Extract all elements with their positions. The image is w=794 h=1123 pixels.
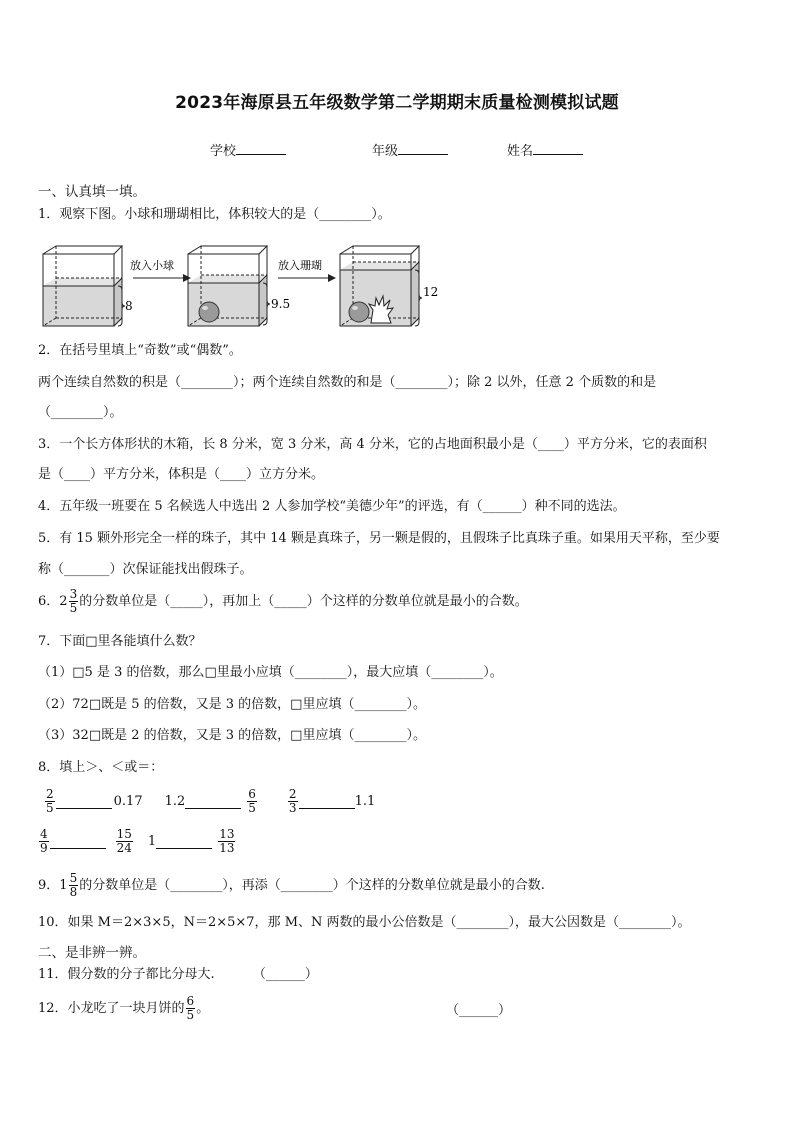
q8-c-blank[interactable] [299, 808, 355, 809]
question-8-row-2 [38, 828, 236, 855]
q8-e-blank[interactable] [156, 848, 212, 849]
q6-whole: 2 [59, 593, 68, 609]
q6-denominator: 5 [69, 601, 78, 615]
question-10: 10．如果 M＝2×3×5，N＝2×5×7，那 M、N 两数的最小公倍数是（________），最大公因数是（________）。 [38, 915, 691, 930]
q12-denominator: 5 [186, 1008, 195, 1022]
q6-numerator: 3 [69, 587, 78, 601]
name-blank[interactable] [533, 142, 583, 155]
q8-b-fraction [247, 788, 257, 815]
question-3-line-1: 3．一个长方体形状的木箱，长 8 分米，宽 3 分米，高 4 分米，它的占地面积最小是（____）平方分米，它的表面积 [38, 437, 707, 452]
arrow-1-label: 放入小球 [130, 259, 174, 272]
grade-blank[interactable] [398, 142, 448, 155]
height-label-1: 8 [125, 299, 133, 313]
question-9 [38, 872, 545, 899]
q8-a-fraction [45, 788, 55, 815]
q6-fraction [69, 588, 79, 615]
q8-b-numerator: 6 [248, 787, 256, 801]
q8-a-right: 0.17 [113, 794, 143, 809]
name-field [507, 140, 583, 159]
q8-b-blank[interactable] [185, 808, 241, 809]
height-label-3: 12 [423, 285, 439, 299]
q8-a-denominator: 5 [46, 801, 54, 815]
school-blank[interactable] [236, 142, 286, 155]
q9-prefix: 9． [38, 877, 60, 893]
q9-denominator: 8 [69, 885, 78, 899]
q8-d-right-fraction [116, 828, 133, 855]
ball-icon [199, 302, 219, 322]
q8-e-fraction [218, 828, 235, 855]
q8-d-right-denominator: 24 [116, 841, 132, 855]
q8-a-numerator: 2 [46, 787, 54, 801]
q1-figure [38, 238, 443, 334]
page-title: 2023年海原县五年级数学第二学期期末质量检测模拟试题 [175, 93, 619, 113]
q8-d-denominator: 9 [40, 841, 48, 855]
question-5-line-2: 称（_______）次保证能找出假珠子。 [38, 562, 253, 577]
q12-numerator: 6 [186, 994, 195, 1008]
question-7-line-3: （2）72□既是 5 的倍数，又是 3 的倍数，□里应填（________）。 [38, 697, 426, 712]
question-5-line-1: 5．有 15 颗外形完全一样的珠子，其中 14 颗是真珠子，另一颗是假的，且假珠子比真珠子重。如果用天平称，至少要 [38, 531, 720, 546]
q11-text: 11．假分数的分子都比分母大. [38, 967, 215, 982]
q9-fraction [69, 872, 79, 899]
q12-suffix: 。 [196, 1000, 210, 1016]
question-3-line-2: 是（____）平方分米，体积是（____）立方分米。 [38, 467, 325, 482]
school-field [210, 140, 286, 159]
q8-d-blank[interactable] [50, 848, 106, 849]
section-2-heading: 二、是非辨一辨。 [38, 945, 146, 961]
question-2-line-2: 两个连续自然数的积是（________）；两个连续自然数的和是（________）；除 2 以外，任意 2 个质数的和是 [38, 375, 657, 390]
question-6 [38, 588, 528, 615]
question-1: 1．观察下图。小球和珊瑚相比，体积较大的是（________）。 [38, 207, 391, 222]
height-label-2: 9.5 [271, 297, 291, 311]
q8-b-denominator: 5 [248, 801, 256, 815]
question-7-line-1: 7．下面□里各能填什么数？ [38, 634, 202, 649]
q12-prefix: 12．小龙吃了一块月饼的 [38, 1000, 185, 1016]
q8-c-fraction [288, 788, 298, 815]
q8-b-left: 1.2 [164, 794, 186, 809]
q6-prefix: 6． [38, 593, 60, 609]
question-7-line-4: （3）32□既是 2 的倍数，又是 3 的倍数，□里应填（________）。 [38, 728, 426, 743]
q6-suffix: 的分数单位是（_____），再加上（_____）个这样的分数单位就是最小的合数。 [79, 593, 528, 609]
q11-answer-blank[interactable]: （______） [252, 967, 318, 982]
q12-answer-blank[interactable]: （______） [446, 1003, 512, 1018]
q8-c-denominator: 3 [288, 801, 297, 815]
container-1 [43, 246, 125, 326]
q8-c-right: 1.1 [354, 794, 376, 809]
question-7-line-2: （1）□5 是 3 的倍数，那么□里最小应填（________），最大应填（________）。 [38, 665, 503, 680]
q8-d-right-numerator: 15 [116, 827, 132, 841]
q8-c-numerator: 2 [288, 787, 297, 801]
q9-whole: 1 [59, 877, 68, 893]
q8-e-numerator: 13 [219, 827, 235, 841]
q8-d-numerator: 4 [40, 827, 48, 841]
q8-a-blank[interactable] [56, 808, 112, 809]
question-8-heading: 8．填上＞、＜或＝： [38, 760, 164, 775]
q9-numerator: 5 [69, 871, 78, 885]
question-2-line-3: （________）。 [38, 405, 123, 420]
q9-suffix: 的分数单位是（________），再添（________）个这样的分数单位就是最小的合数. [79, 877, 545, 893]
question-2-line-1: 2．在括号里填上“奇数”或“偶数”。 [38, 343, 242, 358]
question-8-row-1 [44, 788, 375, 815]
question-4: 4．五年级一班要在 5 名候选人中选出 2 人参加学校“美德少年”的评选，有（______）种不同的选法。 [38, 499, 626, 514]
grade-field [372, 140, 448, 159]
q8-e-denominator: 13 [219, 841, 235, 855]
q12-fraction [186, 995, 196, 1022]
q8-d-fraction [39, 828, 49, 855]
school-label: 学校 [210, 144, 237, 159]
grade-label: 年级 [372, 144, 399, 159]
name-label: 姓名 [507, 144, 534, 159]
ball-icon-2 [349, 302, 369, 322]
question-12 [38, 995, 209, 1022]
section-1-heading: 一、认真填一填。 [38, 184, 146, 200]
question-11 [38, 967, 318, 983]
q8-e-left: 1 [147, 834, 157, 849]
arrow-2-label: 放入珊瑚 [278, 259, 322, 272]
